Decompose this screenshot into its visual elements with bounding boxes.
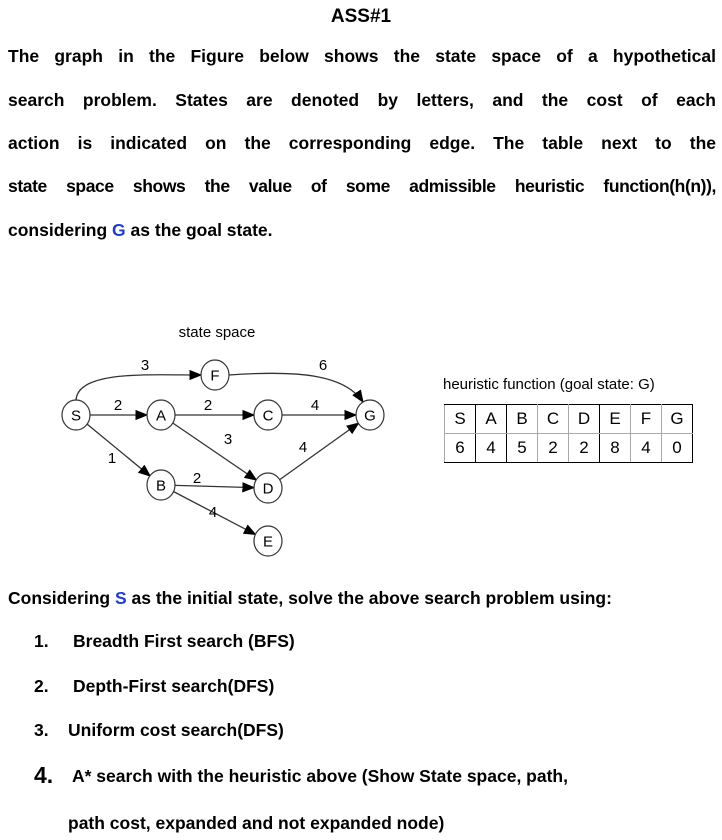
edge-cost-label: 3 xyxy=(140,357,150,374)
heuristic-value-cell: 2 xyxy=(569,434,600,463)
edge-cost-label: 4 xyxy=(310,397,320,414)
list-item: Breadth First search (BFS) xyxy=(73,631,295,651)
edge-S-B xyxy=(87,424,150,476)
node-label: F xyxy=(210,367,220,385)
heuristic-state-cell: F xyxy=(631,405,662,434)
node-C xyxy=(254,400,282,430)
node-label: S xyxy=(70,407,82,425)
graph-title: state space xyxy=(178,324,256,341)
heuristic-state-cell: E xyxy=(600,405,631,434)
heuristic-value-cell: 4 xyxy=(476,434,507,463)
edge-cost-label: 2 xyxy=(192,470,202,487)
node-label: G xyxy=(364,407,376,425)
node-D xyxy=(254,473,282,503)
edge-cost-label: 3 xyxy=(223,431,233,448)
heuristic-state-cell: C xyxy=(538,405,569,434)
text: considering xyxy=(8,220,113,240)
text: as the initial state, solve the above search problem using: xyxy=(126,588,612,608)
text: as the goal state. xyxy=(125,220,273,240)
node-label: E xyxy=(262,533,274,551)
node-G xyxy=(356,400,384,430)
node-F xyxy=(201,360,229,390)
node-label: C xyxy=(262,407,274,425)
edge-cost-label: 2 xyxy=(203,397,213,414)
edge-cost-label: 4 xyxy=(208,504,218,521)
node-label: B xyxy=(155,477,167,495)
heuristic-value-cell: 5 xyxy=(507,434,538,463)
list-number: 3. xyxy=(34,720,49,740)
heuristic-value-cell: 6 xyxy=(445,434,476,463)
task-intro xyxy=(8,588,716,609)
intro-line: state space shows the value of some admissible heuristic function(h(n)), xyxy=(8,176,716,196)
node-label: A xyxy=(155,407,167,425)
list-item: Uniform cost search(DFS) xyxy=(68,720,284,740)
node-E xyxy=(254,526,282,556)
list-item: A* search with the heuristic above (Show State space, path, xyxy=(72,766,568,786)
heuristic-state-cell: A xyxy=(476,405,507,434)
edge-S-F xyxy=(76,375,201,401)
goal-state-highlight: G xyxy=(112,220,126,240)
heuristic-state-cell: B xyxy=(507,405,538,434)
heuristic-title: heuristic function (goal state: G) xyxy=(443,376,655,393)
heuristic-value-cell: 4 xyxy=(631,434,662,463)
heuristic-state-cell: D xyxy=(569,405,600,434)
intro-line: action is indicated on the corresponding edge. The table next to the xyxy=(8,133,716,153)
edge-cost-label: 4 xyxy=(298,439,308,456)
initial-state-highlight: S xyxy=(114,588,127,608)
doc-title: ASS#1 xyxy=(330,6,392,27)
edge-A-D xyxy=(173,423,257,480)
list-number: 1. xyxy=(34,631,49,651)
edge-cost-label: 6 xyxy=(318,357,328,374)
node-label: D xyxy=(262,480,274,498)
list-number: 2. xyxy=(34,676,49,696)
node-B xyxy=(147,470,175,500)
list-item: Depth-First search(DFS) xyxy=(73,676,275,696)
heuristic-state-cell: G xyxy=(662,405,693,434)
heuristic-state-cell: S xyxy=(445,405,476,434)
heuristic-value-cell: 8 xyxy=(600,434,631,463)
edge-cost-label: 1 xyxy=(107,450,117,467)
list-number: 4. xyxy=(34,762,54,788)
heuristic-value-cell: 2 xyxy=(538,434,569,463)
edge-D-G xyxy=(279,423,358,480)
edge-F-G xyxy=(229,373,363,402)
edge-B-D xyxy=(175,485,254,487)
list-item-continued: path cost, expanded and not expanded node) xyxy=(68,813,445,833)
edge-cost-label: 2 xyxy=(113,397,123,414)
heuristic-table xyxy=(444,404,693,463)
node-A xyxy=(147,400,175,430)
node-S xyxy=(62,400,90,430)
intro-line: search problem. States are denoted by letters, and the cost of each xyxy=(8,90,716,110)
text: Considering xyxy=(8,588,115,608)
intro-line: The graph in the Figure below shows the state space of a hypothetical xyxy=(8,46,716,66)
heuristic-value-cell: 0 xyxy=(662,434,693,463)
